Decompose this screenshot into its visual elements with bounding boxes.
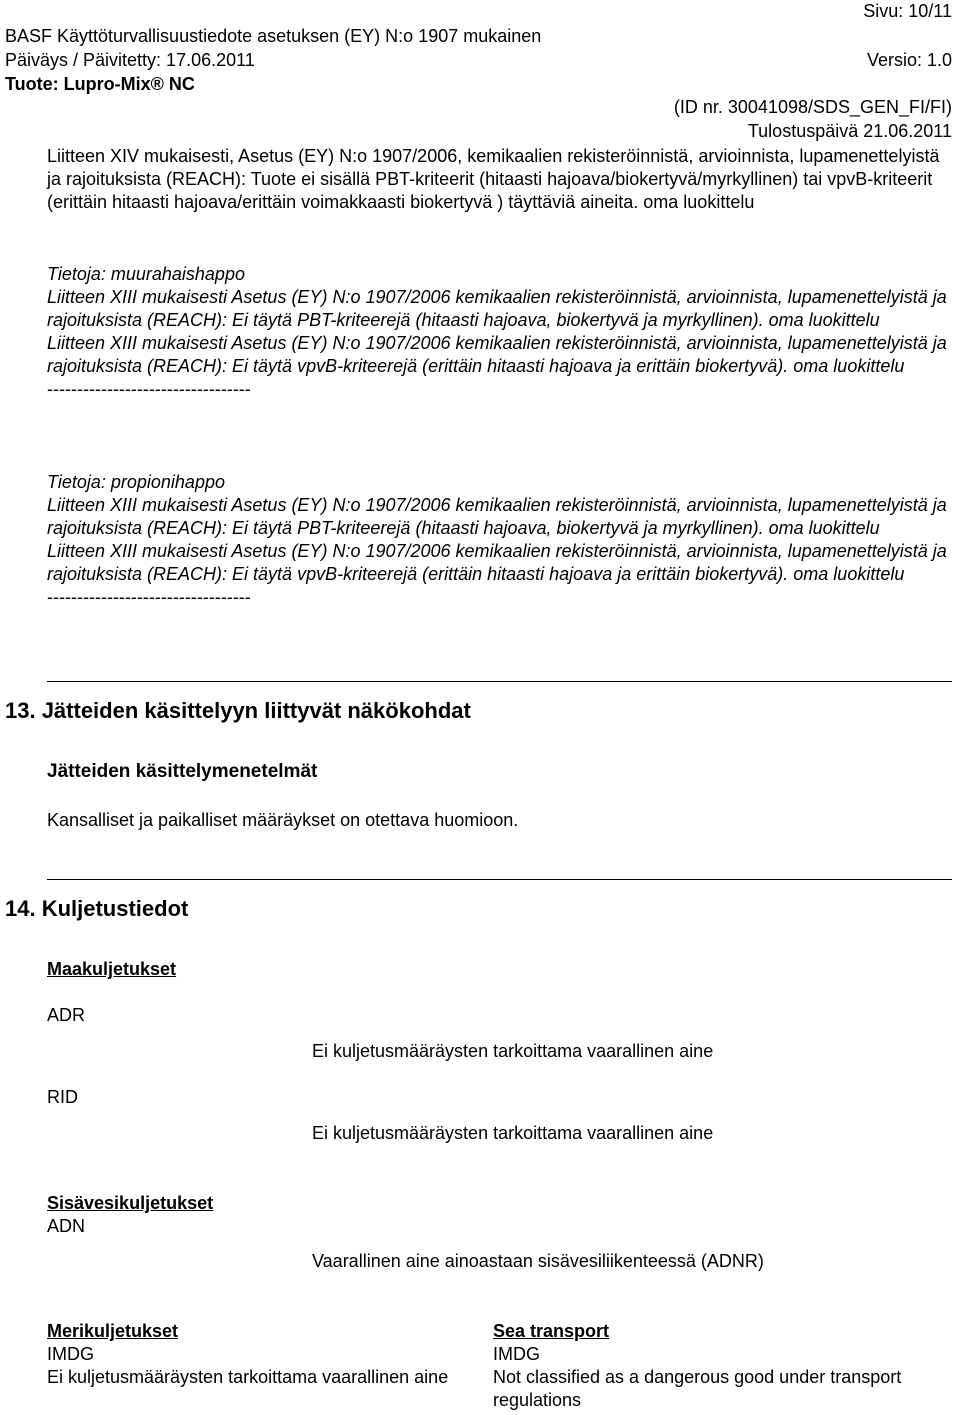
adn-label: ADN <box>47 1216 86 1236</box>
imdg-label-en: IMDG <box>493 1344 540 1364</box>
document-title: BASF Käyttöturvallisuustiedote asetuksen (EY) N:o 1907 mukainen <box>5 26 542 46</box>
vpvb-statement: Liitteen XIII mukaisesti Asetus (EY) N:o 1907/2006 kemikaalien rekisteröinnistä, arvioinnista, lupamenettelyistä ja rajoituksista (REACH): Ei täytä vpvB-kriteerejä (erittäin hitaasti hajoava ja erittäin biokertyvä). oma luokittelu <box>47 333 947 376</box>
document-id: (ID nr. 30041098/SDS_GEN_FI/FI) <box>673 97 952 117</box>
info-block-formic-acid <box>47 263 952 401</box>
section-13-text: Kansalliset ja paikalliset määräykset on otettava huomioon. <box>47 810 519 830</box>
sea-transport-heading-en: Sea transport <box>493 1321 610 1341</box>
section-14-title: 14. Kuljetustiedot <box>5 896 189 921</box>
imdg-value-fi: Ei kuljetusmääräysten tarkoittama vaarallinen aine <box>47 1367 449 1387</box>
info-block-title: Tietoja: muurahaishappo <box>47 264 245 284</box>
revision-date: Päiväys / Päivitetty: 17.06.2011 <box>5 50 255 70</box>
print-date: Tulostuspäivä 21.06.2011 <box>747 121 952 141</box>
intro-paragraph <box>47 145 952 214</box>
info-block-title: Tietoja: propionihappo <box>47 472 225 492</box>
inland-waterway-heading: Sisävesikuljetukset <box>47 1193 214 1213</box>
section-divider <box>47 879 952 880</box>
product-name: Tuote: Lupro-Mix® NC <box>5 74 195 94</box>
imdg-label-fi: IMDG <box>47 1344 94 1364</box>
version-label: Versio: 1.0 <box>866 50 952 70</box>
info-block-propionic-acid <box>47 471 952 609</box>
separator-line: ---------------------------------- <box>47 587 251 607</box>
land-transport-heading: Maakuljetukset <box>47 959 177 979</box>
sea-transport-heading-fi: Merikuljetukset <box>47 1321 179 1341</box>
rid-label: RID <box>47 1087 78 1107</box>
section-13-title: 13. Jätteiden käsittelyyn liittyvät näkökohdat <box>5 698 471 723</box>
vpvb-statement: Liitteen XIII mukaisesti Asetus (EY) N:o 1907/2006 kemikaalien rekisteröinnistä, arvioinnista, lupamenettelyistä ja rajoituksista (REACH): Ei täytä vpvB-kriteerejä (erittäin hitaasti hajoava ja erittäin biokertyvä). oma luokittelu <box>47 541 947 584</box>
adr-label: ADR <box>47 1005 86 1025</box>
section-divider <box>47 681 952 682</box>
adr-value: Ei kuljetusmääräysten tarkoittama vaarallinen aine <box>312 1041 714 1061</box>
rid-value: Ei kuljetusmääräysten tarkoittama vaarallinen aine <box>312 1123 714 1143</box>
section-13-subtitle: Jätteiden käsittelymenetelmät <box>47 761 318 782</box>
imdg-value-en: Not classified as a dangerous good under transport regulations <box>493 1367 902 1410</box>
pbt-statement: Liitteen XIII mukaisesti Asetus (EY) N:o 1907/2006 kemikaalien rekisteröinnistä, arvioinnista, lupamenettelyistä ja rajoituksista (REACH): Ei täytä PBT-kriteerejä (hitaasti hajoava, biokertyvä ja myrkyllinen). oma luokittelu <box>47 287 947 330</box>
separator-line: ---------------------------------- <box>47 379 251 399</box>
pbt-statement: Liitteen XIII mukaisesti Asetus (EY) N:o 1907/2006 kemikaalien rekisteröinnistä, arvioinnista, lupamenettelyistä ja rajoituksista (REACH): Ei täytä PBT-kriteerejä (hitaasti hajoava, biokertyvä ja myrkyllinen). oma luokittelu <box>47 495 947 538</box>
adn-value: Vaarallinen aine ainoastaan sisävesiliikenteessä (ADNR) <box>312 1251 764 1271</box>
page-number: Sivu: 10/11 <box>863 1 952 21</box>
intro-text: Liitteen XIV mukaisesti, Asetus (EY) N:o 1907/2006, kemikaalien rekisteröinnistä, arvioinnista, lupamenettelyistä ja rajoituksista (REACH): Tuote ei sisällä PBT-kriteerit (hitaasti hajoava/biokertyvä/myrkyllinen) tai vpvB-kriteerit (erittäin hitaasti hajoava/erittäin voimakkaasti biokertyvä ) täyttäviä aineita. oma luokittelu <box>47 146 940 212</box>
